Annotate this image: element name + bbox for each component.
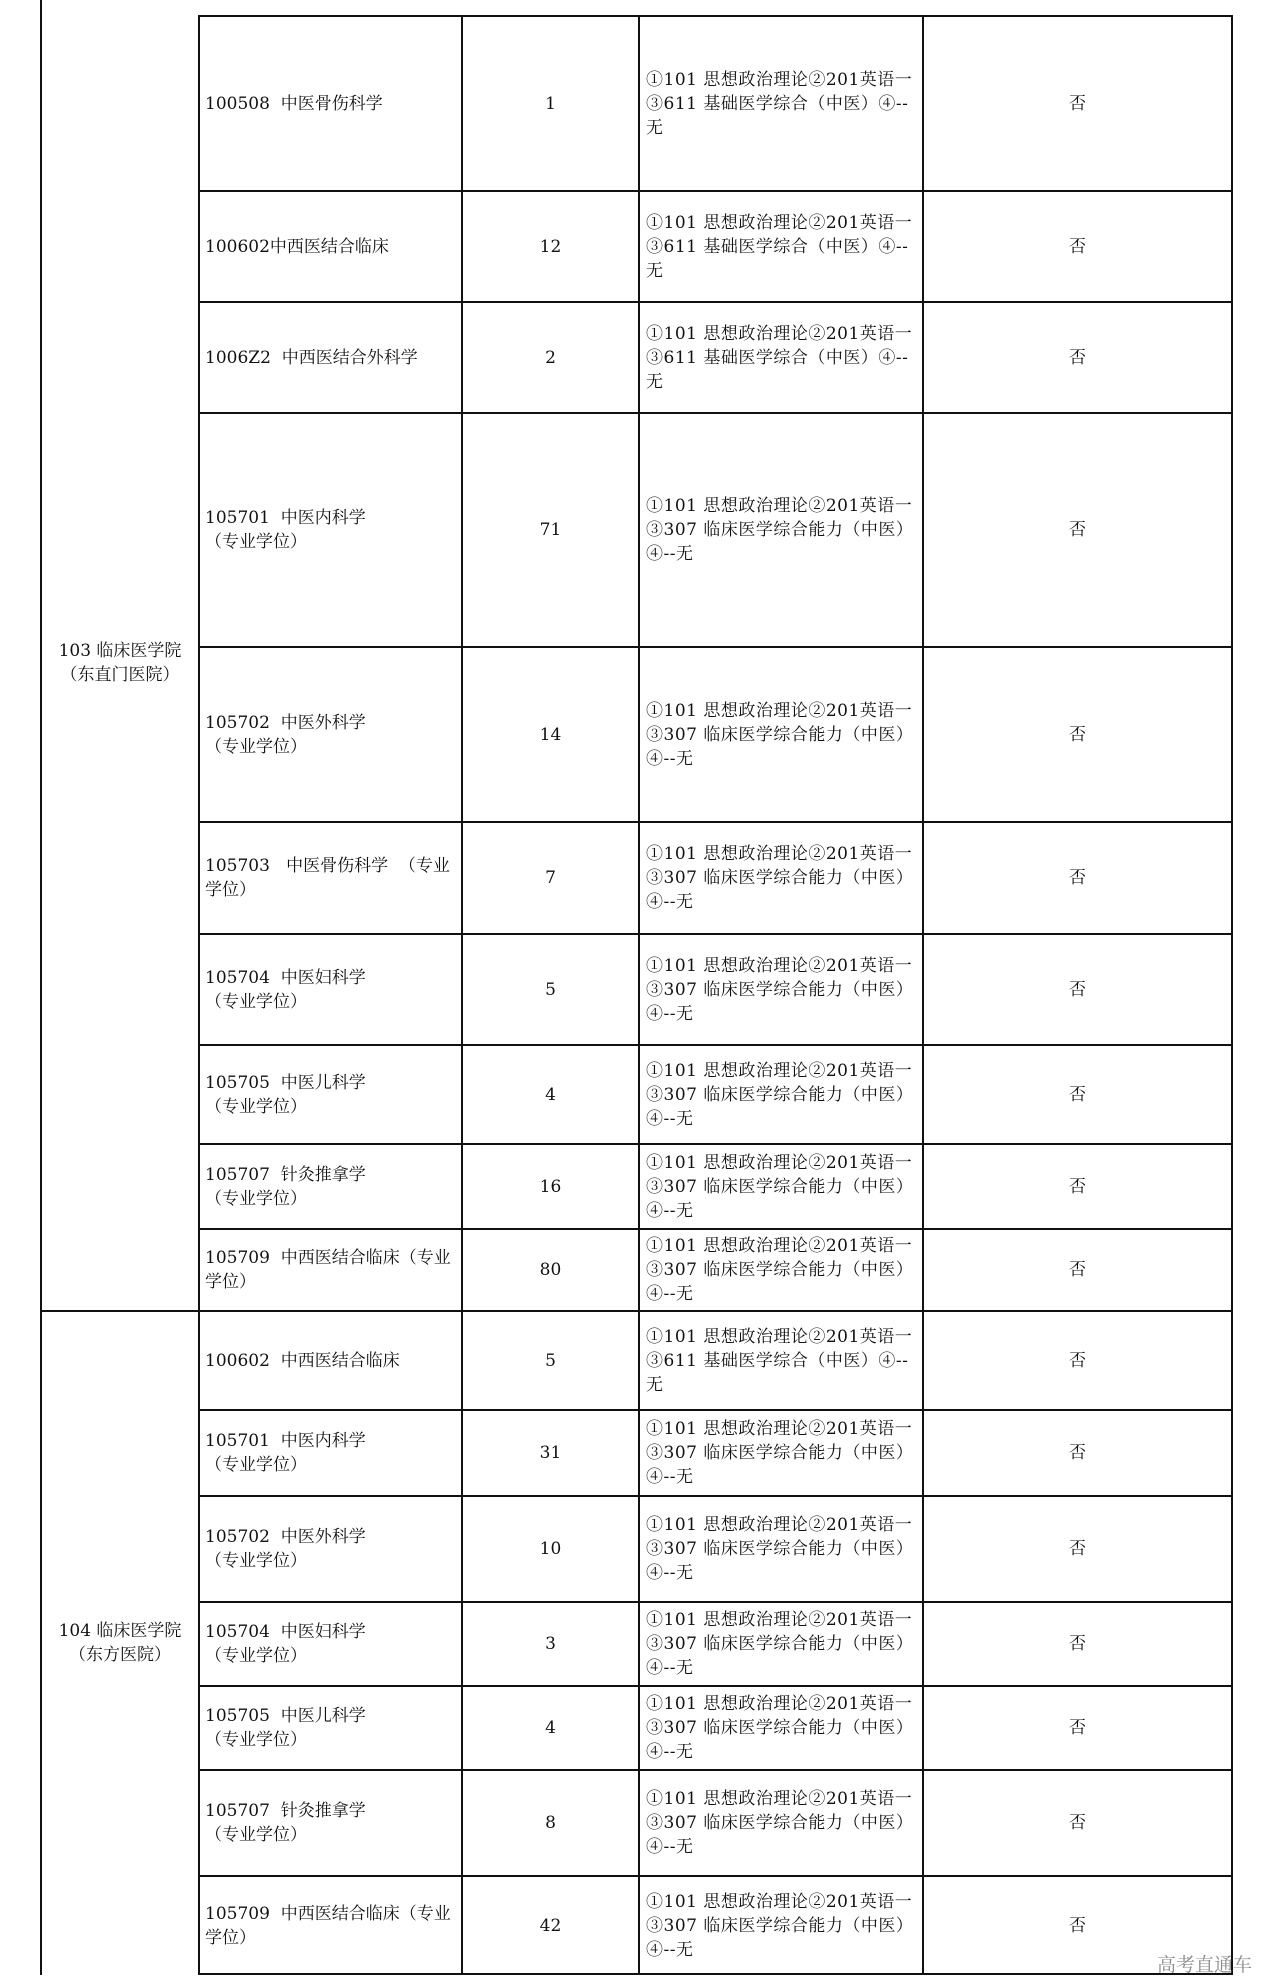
- exam-subjects-cell: ①101 思想政治理论②201英语一③611 基础医学综合（中医）④--无: [646, 212, 913, 281]
- major-name-cell: 105707 针灸推拿学 （专业学位）: [205, 1164, 366, 1209]
- exam-subjects-cell: ①101 思想政治理论②201英语一③611 基础医学综合（中医）④--无: [646, 69, 913, 138]
- major-name-cell: 105704 中医妇科学 （专业学位）: [205, 967, 366, 1012]
- enrollment-count-cell: 14: [539, 724, 562, 745]
- major-name-cell: 105701 中医内科学 （专业学位）: [205, 508, 366, 552]
- remark-cell: 否: [1069, 1813, 1086, 1833]
- exam-subjects-cell: ①101 思想政治理论②201英语一③307 临床医学综合能力（中医）④--无: [646, 1789, 914, 1857]
- exam-subjects-cell: ①101 思想政治理论②201英语一③307 临床医学综合能力（中医）④--无: [646, 1694, 914, 1762]
- enrollment-count-cell: 5: [545, 979, 556, 1000]
- exam-subjects-cell: ①101 思想政治理论②201英语一③307 临床医学综合能力（中医）④--无: [646, 496, 914, 564]
- remark-cell: 否: [1069, 236, 1086, 257]
- remark-cell: 否: [1069, 93, 1086, 114]
- remark-cell: 否: [1069, 1539, 1086, 1559]
- department-cell: 104 临床医学院 （东方医院）: [58, 1620, 182, 1665]
- enrollment-count-cell: 5: [545, 1350, 556, 1371]
- enrollment-count-cell: 42: [539, 1916, 562, 1936]
- enrollment-count-cell: 71: [539, 520, 562, 540]
- enrollment-count-cell: 16: [539, 1176, 562, 1197]
- major-name-cell: 105705 中医儿科学 （专业学位）: [205, 1072, 366, 1117]
- exam-subjects-cell: ①101 思想政治理论②201英语一③611 基础医学综合（中医）④--无: [646, 323, 913, 392]
- major-name-cell: 100602 中西医结合临床: [205, 1350, 400, 1371]
- exam-subjects-cell: ①101 思想政治理论②201英语一③307 临床医学综合能力（中医）④--无: [646, 700, 914, 769]
- major-name-cell: 105704 中医妇科学 （专业学位）: [205, 1622, 366, 1666]
- exam-subjects-cell: ①101 思想政治理论②201英语一③307 临床医学综合能力（中医）④--无: [646, 955, 914, 1024]
- exam-subjects-cell: ①101 思想政治理论②201英语一③307 临床医学综合能力（中医）④--无: [646, 1419, 914, 1487]
- remark-cell: 否: [1069, 1176, 1086, 1197]
- exam-subjects-cell: ①101 思想政治理论②201英语一③307 临床医学综合能力（中医）④--无: [646, 1610, 914, 1678]
- remark-cell: 否: [1069, 1718, 1086, 1738]
- enrollment-count-cell: 7: [545, 868, 556, 888]
- major-name-cell: 100508 中医骨伤科学: [205, 93, 383, 114]
- enrollment-count-cell: 4: [545, 1084, 556, 1105]
- enrollment-count-cell: 4: [545, 1718, 556, 1738]
- remark-cell: 否: [1069, 1350, 1086, 1371]
- major-name-cell: 105709 中西医结合临床（专业学位）: [205, 1904, 451, 1948]
- watermark-text: 高考直通车: [1156, 1954, 1252, 1976]
- exam-subjects-cell: ①101 思想政治理论②201英语一③307 临床医学综合能力（中医）④--无: [646, 1892, 914, 1960]
- major-name-cell: 105702 中医外科学 （专业学位）: [205, 1527, 366, 1571]
- remark-cell: 否: [1069, 520, 1086, 540]
- remark-cell: 否: [1069, 347, 1086, 368]
- department-cell: 103 临床医学院 （东直门医院）: [58, 640, 182, 685]
- remark-cell: 否: [1069, 1916, 1086, 1936]
- major-name-cell: 100602中西医结合临床: [205, 236, 389, 257]
- major-name-cell: 105705 中医儿科学 （专业学位）: [205, 1706, 366, 1750]
- remark-cell: 否: [1069, 1634, 1086, 1654]
- exam-subjects-cell: ①101 思想政治理论②201英语一③307 临床医学综合能力（中医）④--无: [646, 1515, 914, 1583]
- exam-subjects-cell: ①101 思想政治理论②201英语一③307 临床医学综合能力（中医）④--无: [646, 1060, 914, 1129]
- major-name-cell: 105702 中医外科学 （专业学位）: [205, 712, 366, 757]
- table-rule-horizontal: [198, 1973, 1233, 1975]
- remark-cell: 否: [1069, 1443, 1086, 1463]
- exam-subjects-cell: ①101 思想政治理论②201英语一③307 临床医学综合能力（中医）④--无: [646, 1236, 914, 1304]
- major-name-cell: 105707 针灸推拿学 （专业学位）: [205, 1801, 366, 1845]
- table-rule-vertical: [1231, 15, 1233, 1975]
- enrollment-count-cell: 31: [539, 1443, 562, 1463]
- remark-cell: 否: [1069, 868, 1086, 888]
- remark-cell: 否: [1069, 1084, 1086, 1105]
- exam-subjects-cell: ①101 思想政治理论②201英语一③307 临床医学综合能力（中医）④--无: [646, 1152, 914, 1221]
- major-name-cell: 105703 中医骨伤科学 （专业学位）: [205, 856, 450, 900]
- exam-subjects-cell: ①101 思想政治理论②201英语一③611 基础医学综合（中医）④--无: [646, 1326, 913, 1395]
- enrollment-count-cell: 1: [545, 93, 556, 114]
- remark-cell: 否: [1069, 979, 1086, 1000]
- major-name-cell: 1006Z2 中西医结合外科学: [205, 347, 418, 368]
- remark-cell: 否: [1069, 724, 1086, 745]
- enrollment-count-cell: 80: [539, 1260, 562, 1280]
- major-name-cell: 105701 中医内科学 （专业学位）: [205, 1431, 366, 1475]
- enrollment-count-cell: 8: [545, 1813, 556, 1833]
- enrollment-count-cell: 2: [545, 347, 556, 368]
- remark-cell: 否: [1069, 1260, 1086, 1280]
- enrollment-count-cell: 3: [545, 1634, 556, 1654]
- enrollment-count-cell: 10: [539, 1539, 562, 1559]
- enrollment-count-cell: 12: [539, 236, 562, 257]
- major-name-cell: 105709 中西医结合临床（专业学位）: [205, 1248, 451, 1292]
- exam-subjects-cell: ①101 思想政治理论②201英语一③307 临床医学综合能力（中医）④--无: [646, 844, 914, 912]
